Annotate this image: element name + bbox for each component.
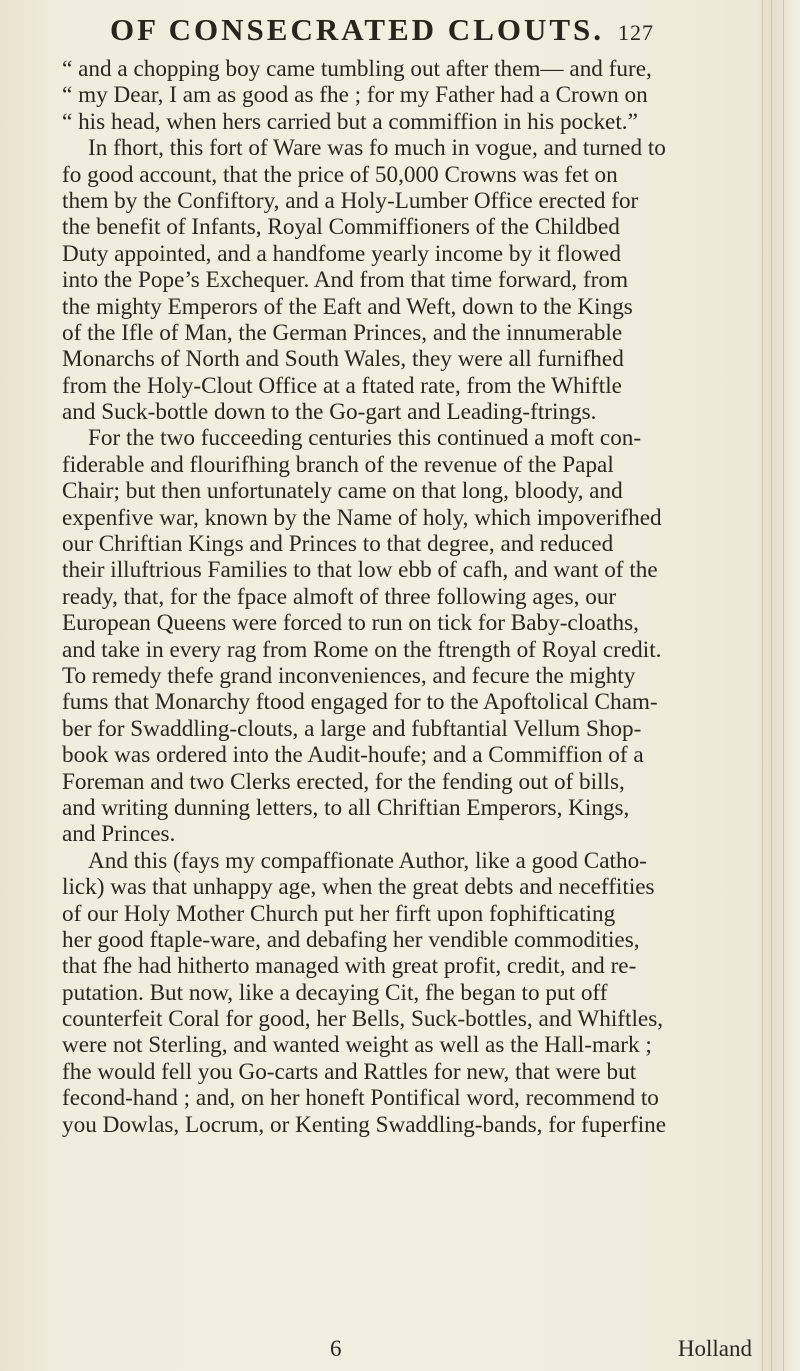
text-line: lick) was that unhappy age, when the great debts and neceffities — [62, 874, 655, 901]
text-line: “ and a chopping boy came tumbling out after them— and fure, — [62, 56, 652, 82]
text-line: and take in every rag from Rome on the ftrength of Royal credit. — [62, 636, 662, 663]
text-line: their illuftrious Families to that low ebb of cafh, and want of the — [62, 557, 658, 584]
text-line: book was ordered into the Audit-houfe; and a Commiffion of a — [62, 742, 644, 769]
text-line: into the Pope’s Exchequer. And from that time forward, from — [62, 267, 629, 294]
text-line: her good ftaple-ware, and debafing her vendible commodities, — [62, 926, 640, 953]
text-line: expenfive war, known by the Name of holy, which impoverifhed — [62, 504, 662, 531]
text-line: and writing dunning letters, to all Chriftian Emperors, Kings, — [62, 794, 630, 821]
text-line: you Dowlas, Locrum, or Kenting Swaddling-bands, for fuperfine — [62, 1111, 667, 1138]
page-edge — [754, 0, 800, 1371]
text-line: of our Holy Mother Church put her firft upon fophifticating — [62, 900, 616, 927]
text-line: “ my Dear, I am as good as fhe ; for my Father had a Crown on — [62, 82, 648, 109]
header-title: OF CONSECRATED CLOUTS. — [110, 12, 605, 47]
text-line: putation. But now, like a decaying Cit, fhe began to put off — [62, 979, 608, 1006]
text-line: For the two fucceeding centuries this continued a moft con- — [88, 425, 642, 452]
text-line: of the Ifle of Man, the German Princes, and the innumerable — [62, 319, 623, 346]
text-line: To remedy thefe grand inconveniences, and fecure the mighty — [62, 662, 636, 689]
text-line: and Princes. — [62, 821, 176, 848]
text-line: “ his head, when hers carried but a commiffion in his pocket.” — [62, 108, 638, 135]
text-line: European Queens were forced to run on tick for Baby-cloaths, — [62, 610, 639, 637]
text-line: from the Holy-Clout Office at a ftated rate, from the Whiftle — [62, 372, 622, 399]
body-text — [62, 56, 752, 1138]
catchword: Holland — [677, 1336, 752, 1361]
page-footer — [62, 1336, 752, 1364]
text-line: Chair; but then unfortunately came on that long, bloody, and — [62, 478, 623, 505]
text-line: And this (fays my compaffionate Author, like a good Catho- — [88, 847, 647, 874]
text-line: counterfeit Coral for good, her Bells, Suck-bottles, and Whiftles, — [62, 1006, 664, 1033]
text-line: Foreman and two Clerks erected, for the fending out of bills, — [62, 768, 625, 795]
text-line: fhe would fell you Go-carts and Rattles for new, that were but — [62, 1058, 637, 1085]
text-line: the mighty Emperors of the Eaft and Weft, down to the Kings — [62, 293, 633, 320]
text-line: were not Sterling, and wanted weight as well as the Hall-mark ; — [62, 1032, 652, 1059]
text-line: them by the Confiftory, and a Holy-Lumber Office erected for — [62, 187, 639, 214]
text-line: fo good account, that the price of 50,000 Crowns was fet on — [62, 161, 618, 188]
page-number: 127 — [618, 20, 655, 45]
text-line: ber for Swaddling-clouts, a large and fubftantial Vellum Shop- — [62, 715, 642, 742]
text-line: fiderable and flourifhing branch of the revenue of the Papal — [62, 451, 614, 478]
text-line: fecond-hand ; and, on her honeft Pontifical word, recommend to — [62, 1085, 659, 1112]
text-line: Monarchs of North and South Wales, they were all furnifhed — [62, 346, 624, 373]
signature-mark: 6 — [330, 1336, 342, 1361]
text-line: and Suck-bottle down to the Go-gart and Leading-ftrings. — [62, 399, 597, 426]
running-header — [110, 12, 750, 48]
text-line: the benefit of Infants, Royal Commiffioners of the Childbed — [62, 214, 620, 241]
text-line: Duty appointed, and a handfome yearly income by it flowed — [62, 240, 621, 267]
text-line: ready, that, for the fpace almoft of three following ages, our — [62, 583, 617, 610]
text-line: fums that Monarchy ftood engaged for to the Apoftolical Cham- — [62, 689, 658, 716]
text-line: our Chriftian Kings and Princes to that degree, and reduced — [62, 531, 614, 558]
text-line: that fhe had hitherto managed with great profit, credit, and re- — [62, 953, 637, 980]
text-line: In fhort, this fort of Ware was fo much in vogue, and turned to — [88, 135, 666, 162]
